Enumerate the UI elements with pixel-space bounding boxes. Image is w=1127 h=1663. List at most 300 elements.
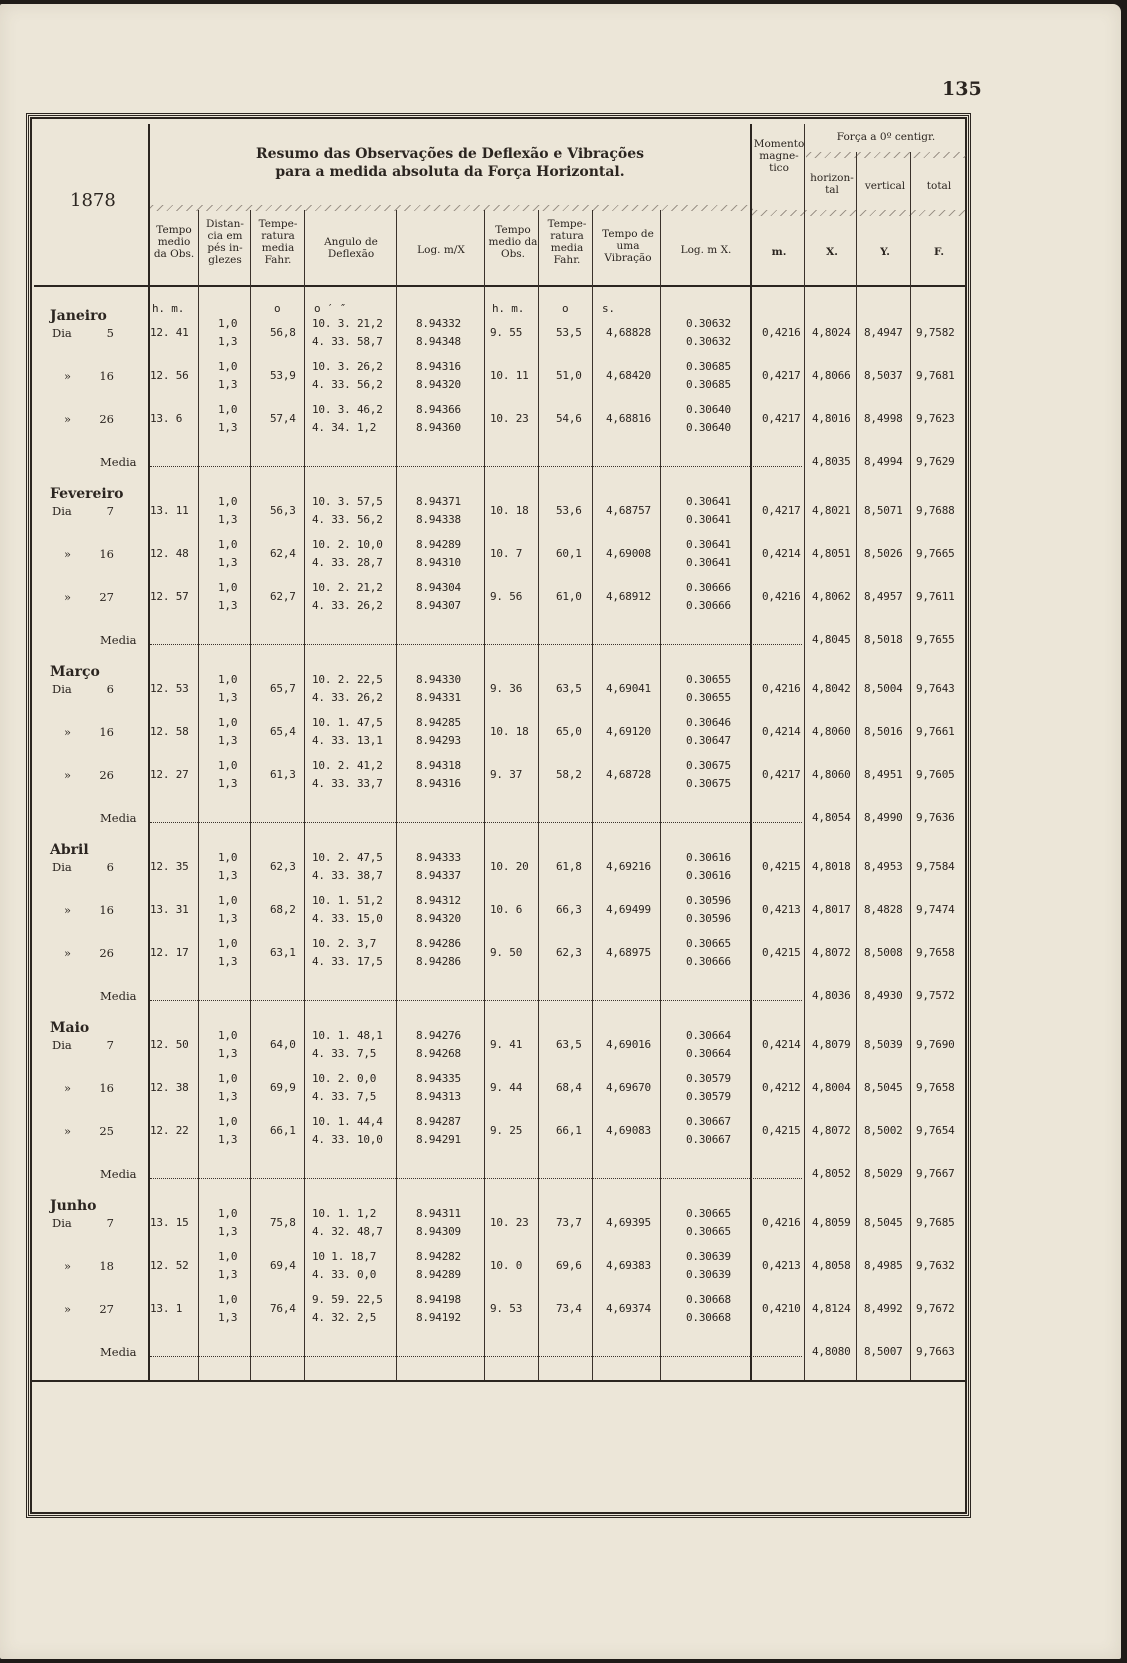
header-m: m. <box>771 246 787 258</box>
log-m-x-1: 8.94198 <box>416 1293 461 1306</box>
media-x: 4,8035 <box>812 455 851 468</box>
col-line <box>750 124 752 1380</box>
temperature-2: 73,4 <box>556 1302 582 1315</box>
dia-label: Dia <box>52 1038 72 1052</box>
time-obs-1: 12. 41 <box>150 326 189 339</box>
header-bottom-rule <box>34 285 965 287</box>
log-m-x-1: 8.94332 <box>416 317 461 330</box>
angle-1: 10 1. 18,7 <box>312 1250 377 1263</box>
log-m-x-2: 8.94293 <box>416 734 461 747</box>
media-x: 4,8052 <box>812 1167 851 1180</box>
col-line <box>804 124 805 1380</box>
temperature-2: 54,6 <box>556 412 582 425</box>
col-line <box>250 210 251 1380</box>
angle-2: 4. 33. 17,5 <box>312 955 383 968</box>
moment-m: 0,4213 <box>762 903 801 916</box>
temperature-2: 58,2 <box>556 768 582 781</box>
force-f: 9,7611 <box>916 590 955 603</box>
log-mx-1: 0.30664 <box>686 1029 731 1042</box>
log-m-x-2: 8.94291 <box>416 1133 461 1146</box>
year-label: 1878 <box>70 190 116 211</box>
time-obs-1: 13. 1 <box>150 1302 183 1315</box>
temperature-2: 53,6 <box>556 504 582 517</box>
time-obs-2: 10. 11 <box>490 369 529 382</box>
log-mx-2: 0.30647 <box>686 734 731 747</box>
log-mx-1: 0.30685 <box>686 360 731 373</box>
header-horizontal: horizon- tal <box>810 172 854 196</box>
vibration-time: 4,69383 <box>606 1259 651 1272</box>
day-number: 16 <box>99 1081 114 1095</box>
temperature-2: 60,1 <box>556 547 582 560</box>
header-x: X. <box>826 246 838 258</box>
media-dotted-rule <box>150 1000 802 1001</box>
log-m-x-1: 8.94289 <box>416 538 461 551</box>
day-number: 27 <box>99 1302 114 1316</box>
log-m-x-1: 8.94318 <box>416 759 461 772</box>
log-mx-2: 0.30640 <box>686 421 731 434</box>
log-mx-2: 0.30675 <box>686 777 731 790</box>
time-obs-1: 12. 27 <box>150 768 189 781</box>
angle-1: 10. 1. 51,2 <box>312 894 383 907</box>
time-obs-2: 9. 37 <box>490 768 523 781</box>
media-label: Media <box>100 811 137 825</box>
media-label: Media <box>100 1345 137 1359</box>
log-mx-2: 0.30632 <box>686 335 731 348</box>
force-y: 8,5016 <box>864 725 903 738</box>
day-number: 6 <box>106 682 114 696</box>
angle-2: 4. 33. 58,7 <box>312 335 383 348</box>
temperature-1: 75,8 <box>270 1216 296 1229</box>
day-number: 16 <box>99 547 114 561</box>
log-mx-2: 0.30664 <box>686 1047 731 1060</box>
col-line <box>148 124 150 1380</box>
media-y: 8,5029 <box>864 1167 903 1180</box>
force-y: 8,4985 <box>864 1259 903 1272</box>
distance-1: 1,0 <box>218 403 238 416</box>
vibration-time: 4,69499 <box>606 903 651 916</box>
force-f: 9,7643 <box>916 682 955 695</box>
temperature-2: 61,0 <box>556 590 582 603</box>
time-obs-2: 9. 56 <box>490 590 523 603</box>
vibration-time: 4,68420 <box>606 369 651 382</box>
temperature-1: 62,4 <box>270 547 296 560</box>
table-title <box>160 145 740 181</box>
time-obs-1: 12. 48 <box>150 547 189 560</box>
log-mx-2: 0.30666 <box>686 955 731 968</box>
angle-2: 4. 33. 38,7 <box>312 869 383 882</box>
distance-2: 1,3 <box>218 421 238 434</box>
angle-2: 4. 33. 26,2 <box>312 599 383 612</box>
angle-1: 10. 1. 47,5 <box>312 716 383 729</box>
temperature-1: 62,7 <box>270 590 296 603</box>
log-m-x-2: 8.94331 <box>416 691 461 704</box>
force-f: 9,7688 <box>916 504 955 517</box>
moment-m: 0,4213 <box>762 1259 801 1272</box>
log-mx-1: 0.30665 <box>686 1207 731 1220</box>
media-y: 8,4930 <box>864 989 903 1002</box>
temperature-1: 76,4 <box>270 1302 296 1315</box>
time-obs-1: 12. 50 <box>150 1038 189 1051</box>
temperature-2: 61,8 <box>556 860 582 873</box>
force-f: 9,7665 <box>916 547 955 560</box>
moment-m: 0,4215 <box>762 1124 801 1137</box>
time-obs-2: 10. 18 <box>490 504 529 517</box>
log-m-x-2: 8.94338 <box>416 513 461 526</box>
angle-1: 10. 1. 1,2 <box>312 1207 377 1220</box>
media-label: Media <box>100 455 137 469</box>
vibration-time: 4,69670 <box>606 1081 651 1094</box>
angle-1: 10. 2. 0,0 <box>312 1072 377 1085</box>
angle-2: 4. 33. 15,0 <box>312 912 383 925</box>
distance-1: 1,0 <box>218 851 238 864</box>
moment-m: 0,4212 <box>762 1081 801 1094</box>
header-vertical: vertical <box>864 180 906 192</box>
media-y: 8,4990 <box>864 811 903 824</box>
ditto-mark: » <box>64 1302 72 1316</box>
temperature-1: 63,1 <box>270 946 296 959</box>
media-label: Media <box>100 1167 137 1181</box>
distance-2: 1,3 <box>218 869 238 882</box>
force-x: 4,8124 <box>812 1302 851 1315</box>
vibration-time: 4,69083 <box>606 1124 651 1137</box>
force-y: 8,5037 <box>864 369 903 382</box>
force-f: 9,7584 <box>916 860 955 873</box>
angle-2: 4. 33. 7,5 <box>312 1090 377 1103</box>
header-vibracao: Tempo de uma Vibração <box>602 228 654 264</box>
angle-2: 4. 33. 13,1 <box>312 734 383 747</box>
moment-m: 0,4214 <box>762 547 801 560</box>
force-y: 8,5026 <box>864 547 903 560</box>
distance-1: 1,0 <box>218 1293 238 1306</box>
angle-2: 4. 33. 56,2 <box>312 513 383 526</box>
col-line <box>484 210 485 1380</box>
temperature-2: 51,0 <box>556 369 582 382</box>
media-dotted-rule <box>150 1356 802 1357</box>
day-number: 26 <box>99 412 114 426</box>
temperature-2: 65,0 <box>556 725 582 738</box>
media-x: 4,8036 <box>812 989 851 1002</box>
log-m-x-1: 8.94285 <box>416 716 461 729</box>
unit-deg-1: o <box>274 302 281 315</box>
day-number: 26 <box>99 946 114 960</box>
log-m-x-2: 8.94360 <box>416 421 461 434</box>
log-m-x-2: 8.94307 <box>416 599 461 612</box>
angle-1: 10. 1. 48,1 <box>312 1029 383 1042</box>
log-m-x-2: 8.94313 <box>416 1090 461 1103</box>
temperature-2: 66,1 <box>556 1124 582 1137</box>
header-wavy-rule <box>148 205 753 211</box>
angle-1: 9. 59. 22,5 <box>312 1293 383 1306</box>
angle-1: 10. 3. 26,2 <box>312 360 383 373</box>
log-m-x-1: 8.94311 <box>416 1207 461 1220</box>
force-x: 4,8072 <box>812 946 851 959</box>
day-number: 6 <box>106 860 114 874</box>
month-name: Maio <box>50 1020 90 1036</box>
distance-1: 1,0 <box>218 894 238 907</box>
vibration-time: 4,68828 <box>606 326 651 339</box>
force-f: 9,7690 <box>916 1038 955 1051</box>
force-y: 8,4992 <box>864 1302 903 1315</box>
force-y: 8,4953 <box>864 860 903 873</box>
col-line <box>856 152 857 1380</box>
log-mx-1: 0.30667 <box>686 1115 731 1128</box>
temperature-1: 69,9 <box>270 1081 296 1094</box>
day-number: 16 <box>99 903 114 917</box>
dia-label: Dia <box>52 682 72 696</box>
header-tempo-1: Tempo medio da Obs. <box>153 224 195 260</box>
force-f: 9,7672 <box>916 1302 955 1315</box>
log-mx-2: 0.30666 <box>686 599 731 612</box>
moment-m: 0,4216 <box>762 590 801 603</box>
temperature-2: 69,6 <box>556 1259 582 1272</box>
force-f: 9,7661 <box>916 725 955 738</box>
moment-m: 0,4210 <box>762 1302 801 1315</box>
header-log-mx: Log. m X. <box>680 244 732 256</box>
log-m-x-1: 8.94366 <box>416 403 461 416</box>
time-obs-2: 9. 50 <box>490 946 523 959</box>
distance-1: 1,0 <box>218 1207 238 1220</box>
day-number: 16 <box>99 369 114 383</box>
time-obs-2: 10. 20 <box>490 860 529 873</box>
distance-2: 1,3 <box>218 556 238 569</box>
distance-1: 1,0 <box>218 495 238 508</box>
moment-m: 0,4216 <box>762 682 801 695</box>
distance-1: 1,0 <box>218 716 238 729</box>
day-number: 25 <box>99 1124 114 1138</box>
log-mx-2: 0.30596 <box>686 912 731 925</box>
unit-deg-2: o <box>562 302 569 315</box>
time-obs-1: 13. 11 <box>150 504 189 517</box>
log-mx-1: 0.30641 <box>686 495 731 508</box>
log-mx-2: 0.30668 <box>686 1311 731 1324</box>
distance-2: 1,3 <box>218 599 238 612</box>
distance-2: 1,3 <box>218 912 238 925</box>
vibration-time: 4,69374 <box>606 1302 651 1315</box>
log-m-x-2: 8.94337 <box>416 869 461 882</box>
distance-2: 1,3 <box>218 1090 238 1103</box>
header-log-m-x: Log. m/X <box>417 244 465 256</box>
dia-label: Dia <box>52 326 72 340</box>
media-f: 9,7663 <box>916 1345 955 1358</box>
distance-2: 1,3 <box>218 1311 238 1324</box>
day-number: 7 <box>106 1038 114 1052</box>
distance-2: 1,3 <box>218 1268 238 1281</box>
temperature-2: 73,7 <box>556 1216 582 1229</box>
header-temperatura-1: Tempe- ratura media Fahr. <box>258 218 298 266</box>
media-y: 8,5007 <box>864 1345 903 1358</box>
table-bottom-rule <box>30 1380 967 1382</box>
time-obs-2: 9. 36 <box>490 682 523 695</box>
ditto-mark: » <box>64 369 72 383</box>
force-x: 4,8021 <box>812 504 851 517</box>
log-m-x-1: 8.94316 <box>416 360 461 373</box>
header-total: total <box>926 180 952 192</box>
time-obs-2: 10. 6 <box>490 903 523 916</box>
log-mx-1: 0.30655 <box>686 673 731 686</box>
angle-1: 10. 2. 41,2 <box>312 759 383 772</box>
angle-2: 4. 32. 2,5 <box>312 1311 377 1324</box>
angle-1: 10. 3. 46,2 <box>312 403 383 416</box>
distance-1: 1,0 <box>218 759 238 772</box>
header-f: F. <box>933 246 945 258</box>
temperature-1: 65,7 <box>270 682 296 695</box>
log-m-x-2: 8.94192 <box>416 1311 461 1324</box>
day-number: 26 <box>99 768 114 782</box>
time-obs-2: 10. 0 <box>490 1259 523 1272</box>
log-mx-1: 0.30646 <box>686 716 731 729</box>
log-mx-1: 0.30641 <box>686 538 731 551</box>
force-x: 4,8017 <box>812 903 851 916</box>
ditto-mark: » <box>64 1259 72 1273</box>
angle-2: 4. 33. 10,0 <box>312 1133 383 1146</box>
force-x: 4,8059 <box>812 1216 851 1229</box>
angle-2: 4. 34. 1,2 <box>312 421 377 434</box>
force-x: 4,8024 <box>812 326 851 339</box>
force-y: 8,4998 <box>864 412 903 425</box>
time-obs-2: 10. 23 <box>490 412 529 425</box>
time-obs-1: 12. 53 <box>150 682 189 695</box>
month-name: Janeiro <box>50 308 107 324</box>
time-obs-2: 10. 18 <box>490 725 529 738</box>
header-tempo-2: Tempo medio da Obs. <box>488 224 538 260</box>
moment-m: 0,4217 <box>762 768 801 781</box>
time-obs-1: 13. 31 <box>150 903 189 916</box>
log-mx-2: 0.30639 <box>686 1268 731 1281</box>
vibration-time: 4,69216 <box>606 860 651 873</box>
media-dotted-rule <box>150 466 802 467</box>
log-m-x-1: 8.94371 <box>416 495 461 508</box>
moment-m: 0,4214 <box>762 1038 801 1051</box>
log-m-x-1: 8.94287 <box>416 1115 461 1128</box>
vibration-time: 4,69016 <box>606 1038 651 1051</box>
dia-label: Dia <box>52 504 72 518</box>
media-x: 4,8054 <box>812 811 851 824</box>
day-number: 7 <box>106 504 114 518</box>
log-m-x-1: 8.94282 <box>416 1250 461 1263</box>
force-x: 4,8079 <box>812 1038 851 1051</box>
angle-2: 4. 33. 7,5 <box>312 1047 377 1060</box>
distance-2: 1,3 <box>218 777 238 790</box>
angle-1: 10. 2. 3,7 <box>312 937 377 950</box>
media-y: 8,4994 <box>864 455 903 468</box>
force-y: 8,5008 <box>864 946 903 959</box>
media-y: 8,5018 <box>864 633 903 646</box>
media-f: 9,7636 <box>916 811 955 824</box>
force-f: 9,7654 <box>916 1124 955 1137</box>
month-name: Fevereiro <box>50 486 124 502</box>
time-obs-1: 12. 17 <box>150 946 189 959</box>
header-distancia: Distan- cia em pés in- glezes <box>206 218 244 266</box>
time-obs-2: 9. 53 <box>490 1302 523 1315</box>
temperature-1: 68,2 <box>270 903 296 916</box>
force-f: 9,7681 <box>916 369 955 382</box>
unit-seconds: s. <box>602 302 615 315</box>
distance-1: 1,0 <box>218 317 238 330</box>
ditto-mark: » <box>64 725 72 739</box>
unit-hm-1: h. m. <box>152 302 185 315</box>
header-wavy-rule-forca <box>806 152 966 158</box>
month-name: Abril <box>50 842 89 858</box>
log-mx-2: 0.30641 <box>686 556 731 569</box>
time-obs-1: 12. 35 <box>150 860 189 873</box>
force-f: 9,7658 <box>916 1081 955 1094</box>
temperature-1: 65,4 <box>270 725 296 738</box>
angle-1: 10. 2. 21,2 <box>312 581 383 594</box>
vibration-time: 4,69395 <box>606 1216 651 1229</box>
angle-1: 10. 2. 47,5 <box>312 851 383 864</box>
time-obs-1: 12. 56 <box>150 369 189 382</box>
temperature-1: 56,3 <box>270 504 296 517</box>
distance-1: 1,0 <box>218 360 238 373</box>
temperature-2: 63,5 <box>556 1038 582 1051</box>
force-x: 4,8062 <box>812 590 851 603</box>
temperature-2: 66,3 <box>556 903 582 916</box>
unit-angle: o ′ ″ <box>314 302 347 315</box>
ditto-mark: » <box>64 1124 72 1138</box>
ditto-mark: » <box>64 590 72 604</box>
ditto-mark: » <box>64 412 72 426</box>
log-m-x-1: 8.94304 <box>416 581 461 594</box>
col-line <box>660 210 661 1380</box>
log-mx-2: 0.30667 <box>686 1133 731 1146</box>
log-m-x-2: 8.94320 <box>416 912 461 925</box>
log-mx-1: 0.30640 <box>686 403 731 416</box>
title-line-2: para a medida absoluta da Força Horizontal. <box>275 164 625 180</box>
vibration-time: 4,69041 <box>606 682 651 695</box>
vibration-time: 4,68975 <box>606 946 651 959</box>
temperature-1: 62,3 <box>270 860 296 873</box>
header-forca: Força a 0º centigr. <box>836 131 936 143</box>
distance-2: 1,3 <box>218 734 238 747</box>
log-mx-2: 0.30655 <box>686 691 731 704</box>
col-line <box>538 210 539 1380</box>
distance-2: 1,3 <box>218 1225 238 1238</box>
page-number: 135 <box>942 78 982 100</box>
force-x: 4,8018 <box>812 860 851 873</box>
day-number: 5 <box>106 326 114 340</box>
angle-1: 10. 3. 21,2 <box>312 317 383 330</box>
force-x: 4,8051 <box>812 547 851 560</box>
vibration-time: 4,68912 <box>606 590 651 603</box>
vibration-time: 4,68816 <box>606 412 651 425</box>
log-m-x-1: 8.94312 <box>416 894 461 907</box>
media-f: 9,7572 <box>916 989 955 1002</box>
angle-1: 10. 2. 10,0 <box>312 538 383 551</box>
temperature-1: 66,1 <box>270 1124 296 1137</box>
angle-2: 4. 33. 0,0 <box>312 1268 377 1281</box>
time-obs-1: 13. 15 <box>150 1216 189 1229</box>
force-x: 4,8066 <box>812 369 851 382</box>
angle-2: 4. 32. 48,7 <box>312 1225 383 1238</box>
time-obs-2: 9. 25 <box>490 1124 523 1137</box>
col-line <box>910 152 911 1380</box>
day-number: 7 <box>106 1216 114 1230</box>
col-line <box>198 210 199 1380</box>
force-f: 9,7582 <box>916 326 955 339</box>
distance-1: 1,0 <box>218 673 238 686</box>
col-line <box>396 210 397 1380</box>
time-obs-2: 9. 41 <box>490 1038 523 1051</box>
force-f: 9,7658 <box>916 946 955 959</box>
distance-2: 1,3 <box>218 335 238 348</box>
ditto-mark: » <box>64 903 72 917</box>
moment-m: 0,4216 <box>762 326 801 339</box>
angle-1: 10. 2. 22,5 <box>312 673 383 686</box>
log-mx-1: 0.30665 <box>686 937 731 950</box>
log-m-x-2: 8.94309 <box>416 1225 461 1238</box>
temperature-1: 64,0 <box>270 1038 296 1051</box>
log-m-x-1: 8.94276 <box>416 1029 461 1042</box>
